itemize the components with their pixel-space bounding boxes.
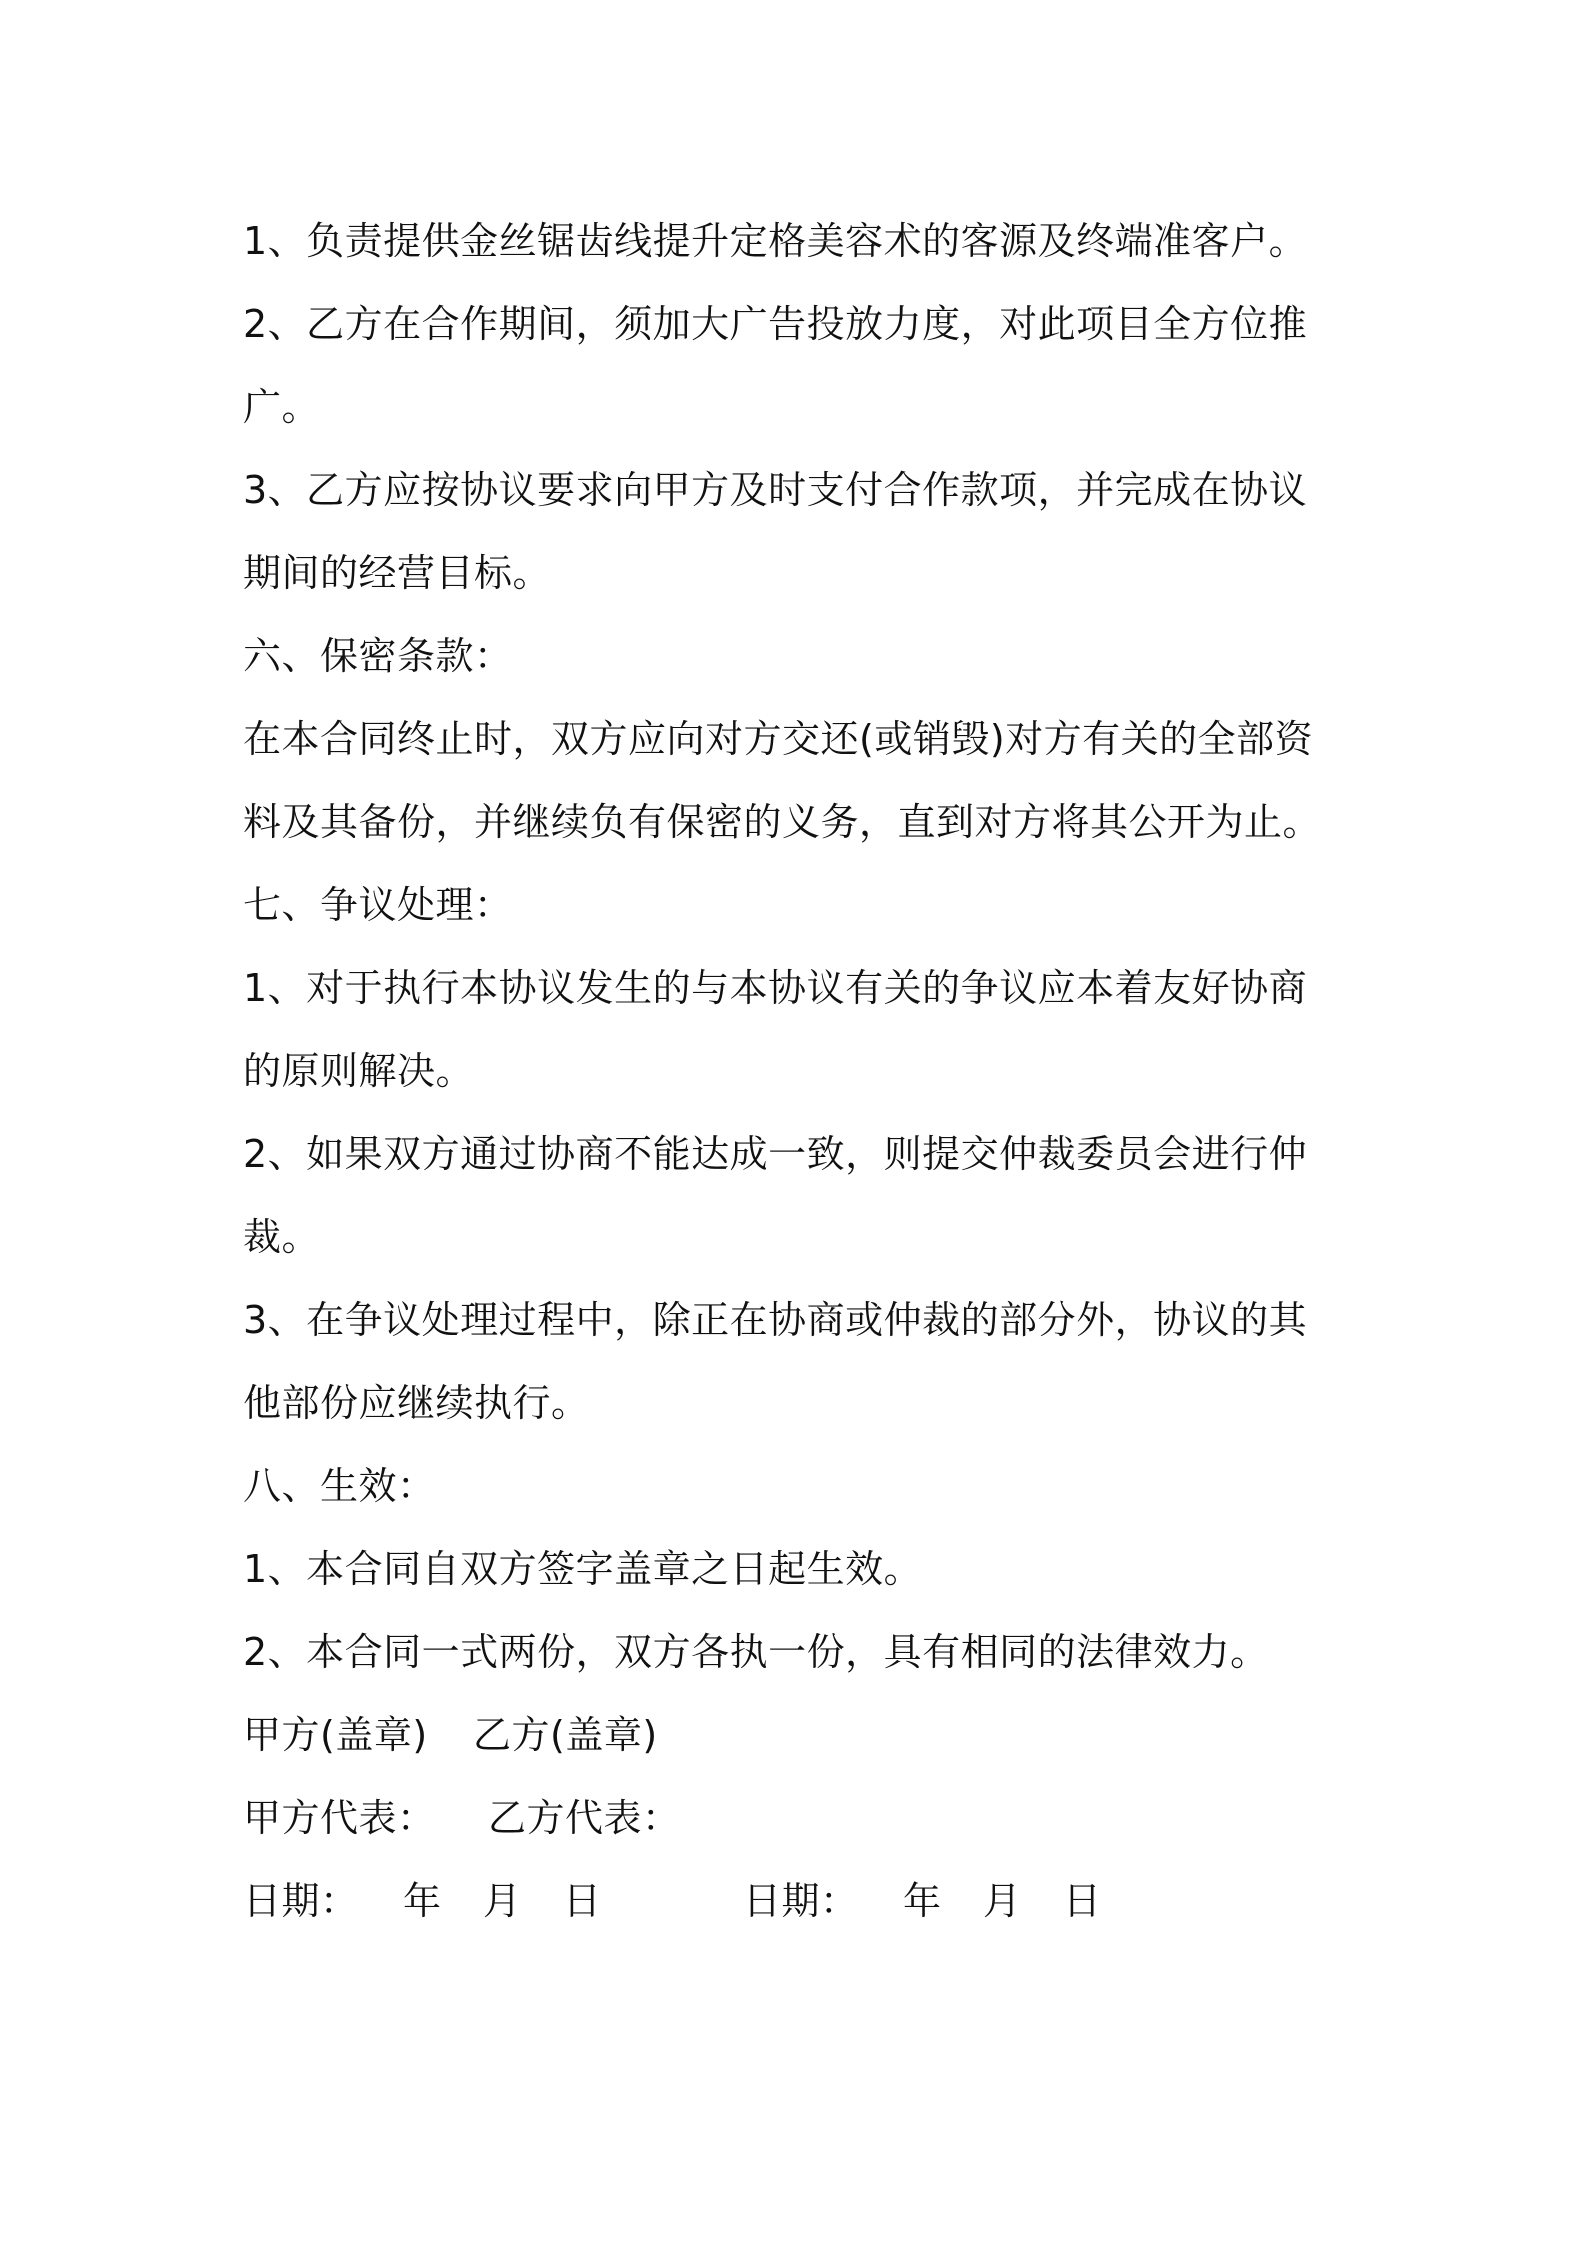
clause-line: 他部份应继续执行。 xyxy=(243,1381,590,1425)
clause-line: 1、负责提供金丝锯齿线提升定格美容术的客源及终端准客户。 xyxy=(243,219,1308,263)
date-label: 日期： xyxy=(743,1879,859,1923)
seal-row xyxy=(243,1694,1353,1777)
document-body xyxy=(243,200,1353,1943)
day-label: 日 xyxy=(1063,1879,1102,1923)
clause-line: 2、本合同一式两份，双方各执一份，具有相同的法律效力。 xyxy=(243,1630,1269,1674)
clause-line: 3、在争议处理过程中，除正在协商或仲裁的部分外，协议的其 xyxy=(243,1298,1308,1342)
section-heading-confidentiality: 六、保密条款： xyxy=(243,634,513,678)
representative-row xyxy=(243,1777,1353,1860)
party-a-date xyxy=(243,1860,743,1943)
party-a-representative: 甲方代表： xyxy=(243,1796,436,1840)
clause-line: 1、本合同自双方签字盖章之日起生效。 xyxy=(243,1547,923,1591)
clause-line: 在本合同终止时，双方应向对方交还(或销毁)对方有关的全部资 xyxy=(243,717,1314,761)
year-label: 年 xyxy=(403,1879,442,1923)
month-label: 月 xyxy=(983,1879,1022,1923)
party-b-seal: 乙方(盖章) xyxy=(473,1713,658,1757)
party-a-seal: 甲方(盖章) xyxy=(243,1713,428,1757)
section-heading-dispute: 七、争议处理： xyxy=(243,883,513,927)
day-label: 日 xyxy=(563,1879,602,1923)
date-label: 日期： xyxy=(243,1879,359,1923)
month-label: 月 xyxy=(483,1879,522,1923)
year-label: 年 xyxy=(903,1879,942,1923)
clause-line: 2、乙方在合作期间，须加大广告投放力度，对此项目全方位推 xyxy=(243,302,1308,346)
clause-line: 期间的经营目标。 xyxy=(243,551,552,595)
date-row xyxy=(243,1860,1353,1943)
clause-line: 3、乙方应按协议要求向甲方及时支付合作款项，并完成在协议 xyxy=(243,468,1308,512)
clause-line: 2、如果双方通过协商不能达成一致，则提交仲裁委员会进行仲 xyxy=(243,1132,1308,1176)
clause-line: 广。 xyxy=(243,385,321,429)
clause-line: 裁。 xyxy=(243,1215,321,1259)
clause-line: 的原则解决。 xyxy=(243,1049,475,1093)
party-b-representative: 乙方代表： xyxy=(488,1796,681,1840)
section-heading-effect: 八、生效： xyxy=(243,1464,436,1508)
clause-line: 1、对于执行本协议发生的与本协议有关的争议应本着友好协商 xyxy=(243,966,1308,1010)
clause-line: 料及其备份，并继续负有保密的义务，直到对方将其公开为止。 xyxy=(243,800,1322,844)
party-b-date xyxy=(743,1860,1143,1943)
